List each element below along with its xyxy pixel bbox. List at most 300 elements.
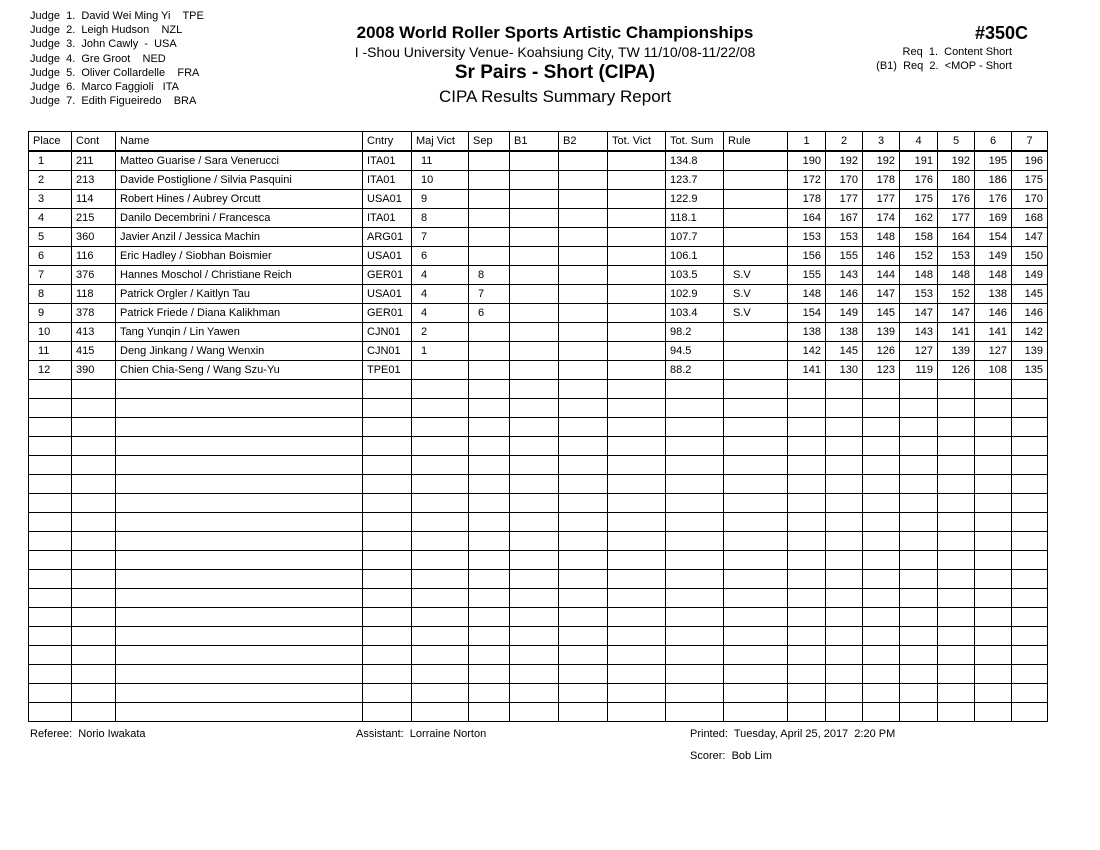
table-cell: 118.1 (666, 209, 724, 228)
table-cell: 195 (975, 151, 1012, 171)
table-cell (116, 646, 363, 665)
table-cell (412, 418, 469, 437)
table-cell: 415 (72, 342, 116, 361)
table-cell (116, 513, 363, 532)
table-cell: 138 (975, 285, 1012, 304)
table-cell (72, 551, 116, 570)
column-header: Sep (469, 132, 510, 152)
table-cell: Davide Postiglione / Silvia Pasquini (116, 171, 363, 190)
table-cell: 178 (863, 171, 900, 190)
table-cell: 139 (1012, 342, 1048, 361)
table-cell (1012, 684, 1048, 703)
table-cell: 6 (412, 247, 469, 266)
table-cell (724, 418, 788, 437)
table-cell (900, 475, 938, 494)
table-cell: 4 (412, 285, 469, 304)
table-cell: 376 (72, 266, 116, 285)
table-cell (363, 703, 412, 722)
table-cell (666, 437, 724, 456)
table-cell (900, 399, 938, 418)
table-cell (938, 399, 975, 418)
empty-row (29, 570, 1048, 589)
table-row (29, 323, 1048, 342)
table-cell (469, 646, 510, 665)
table-cell: 192 (863, 151, 900, 171)
table-cell (363, 665, 412, 684)
table-cell (938, 380, 975, 399)
table-cell (363, 589, 412, 608)
table-cell (863, 399, 900, 418)
judge-1: Judge 1. David Wei Ming Yi TPE (30, 10, 204, 22)
table-cell (938, 456, 975, 475)
table-cell (788, 456, 826, 475)
table-cell (608, 228, 666, 247)
table-cell (975, 494, 1012, 513)
table-cell (724, 475, 788, 494)
table-cell: 196 (1012, 151, 1048, 171)
table-cell (608, 304, 666, 323)
empty-row (29, 684, 1048, 703)
table-cell (608, 285, 666, 304)
table-cell (559, 513, 608, 532)
column-header: Cntry (363, 132, 412, 152)
table-cell (863, 513, 900, 532)
table-cell (863, 627, 900, 646)
table-cell: 192 (826, 151, 863, 171)
table-cell (363, 418, 412, 437)
table-cell (666, 570, 724, 589)
table-cell (412, 494, 469, 513)
table-cell: Danilo Decembrini / Francesca (116, 209, 363, 228)
table-cell (826, 380, 863, 399)
table-cell (724, 361, 788, 380)
table-cell (724, 190, 788, 209)
table-cell (900, 513, 938, 532)
referee: Referee: Norio Iwakata (30, 728, 146, 740)
table-cell (788, 437, 826, 456)
table-cell: 144 (863, 266, 900, 285)
table-cell (510, 285, 559, 304)
table-cell (826, 570, 863, 589)
table-cell (363, 475, 412, 494)
table-cell (469, 171, 510, 190)
table-cell (975, 589, 1012, 608)
table-cell (900, 570, 938, 589)
table-cell (900, 684, 938, 703)
table-cell (363, 456, 412, 475)
table-cell (510, 399, 559, 418)
table-cell (826, 532, 863, 551)
table-cell (116, 399, 363, 418)
table-cell (363, 646, 412, 665)
table-cell (1012, 551, 1048, 570)
table-cell (724, 646, 788, 665)
table-cell (608, 380, 666, 399)
table-cell (412, 513, 469, 532)
table-cell (666, 494, 724, 513)
table-cell (826, 665, 863, 684)
table-cell (938, 494, 975, 513)
req-2: (B1) Req 2. <MOP - Short (876, 60, 1012, 72)
table-cell: 6 (469, 304, 510, 323)
table-cell: 127 (975, 342, 1012, 361)
table-cell: 123 (863, 361, 900, 380)
table-cell (363, 627, 412, 646)
table-cell: 170 (1012, 190, 1048, 209)
table-cell (510, 570, 559, 589)
table-cell (724, 570, 788, 589)
table-cell (1012, 570, 1048, 589)
table-cell: 123.7 (666, 171, 724, 190)
table-cell (788, 418, 826, 437)
table-row (29, 151, 1048, 171)
table-cell (29, 570, 72, 589)
table-cell (510, 589, 559, 608)
table-cell (72, 684, 116, 703)
table-cell (469, 513, 510, 532)
table-cell (363, 570, 412, 589)
table-cell (72, 475, 116, 494)
table-cell (510, 551, 559, 570)
judge-7: Judge 7. Edith Figueiredo BRA (30, 95, 197, 108)
table-cell (826, 475, 863, 494)
table-cell (510, 209, 559, 228)
judge-2: Judge 2. Leigh Hudson NZL (30, 24, 183, 37)
table-cell (469, 475, 510, 494)
table-cell (469, 228, 510, 247)
table-cell: 177 (938, 209, 975, 228)
table-cell (863, 437, 900, 456)
table-cell (863, 551, 900, 570)
table-cell: 149 (975, 247, 1012, 266)
table-cell (116, 380, 363, 399)
table-cell (724, 437, 788, 456)
table-cell: 147 (1012, 228, 1048, 247)
table-cell (1012, 399, 1048, 418)
table-cell (559, 437, 608, 456)
table-cell (559, 456, 608, 475)
table-cell (724, 589, 788, 608)
table-cell: 213 (72, 171, 116, 190)
table-cell (72, 494, 116, 513)
table-cell: 148 (900, 266, 938, 285)
requirements (876, 45, 1012, 73)
table-cell (116, 494, 363, 513)
table-cell: 135 (1012, 361, 1048, 380)
table-cell: 146 (1012, 304, 1048, 323)
table-cell (938, 418, 975, 437)
column-header: 1 (788, 132, 826, 152)
table-cell: 170 (826, 171, 863, 190)
table-cell (510, 532, 559, 551)
column-header: Name (116, 132, 363, 152)
table-cell: 172 (788, 171, 826, 190)
table-cell (863, 532, 900, 551)
table-cell: 146 (975, 304, 1012, 323)
table-cell: ITA01 (363, 171, 412, 190)
table-cell: 143 (826, 266, 863, 285)
table-cell (938, 703, 975, 722)
table-cell (412, 684, 469, 703)
table-cell (1012, 646, 1048, 665)
table-cell: 139 (938, 342, 975, 361)
table-cell (469, 418, 510, 437)
table-cell: 174 (863, 209, 900, 228)
event-title: Sr Pairs - Short (CIPA) (454, 62, 656, 83)
table-cell: CJN01 (363, 323, 412, 342)
report-header (300, 22, 810, 108)
table-cell (510, 418, 559, 437)
table-cell (938, 437, 975, 456)
table-cell: Tang Yunqin / Lin Yawen (116, 323, 363, 342)
empty-row (29, 551, 1048, 570)
judges-list (30, 9, 204, 108)
table-cell (788, 494, 826, 513)
empty-row (29, 703, 1048, 722)
table-cell (938, 513, 975, 532)
table-cell (559, 266, 608, 285)
table-cell (72, 456, 116, 475)
table-cell (608, 608, 666, 627)
table-cell (724, 608, 788, 627)
table-cell: 215 (72, 209, 116, 228)
table-cell (469, 399, 510, 418)
table-cell: ARG01 (363, 228, 412, 247)
table-cell (863, 608, 900, 627)
table-cell (975, 665, 1012, 684)
table-cell (863, 494, 900, 513)
table-cell (510, 608, 559, 627)
table-cell (29, 513, 72, 532)
table-cell (826, 513, 863, 532)
table-cell (510, 475, 559, 494)
table-cell (72, 418, 116, 437)
table-cell (724, 494, 788, 513)
table-cell (72, 570, 116, 589)
table-cell: 176 (900, 171, 938, 190)
table-cell (788, 608, 826, 627)
table-cell (608, 665, 666, 684)
table-cell (938, 589, 975, 608)
table-cell (559, 247, 608, 266)
table-cell (510, 171, 559, 190)
table-cell (510, 304, 559, 323)
table-cell (412, 551, 469, 570)
table-cell: Javier Anzil / Jessica Machin (116, 228, 363, 247)
table-cell: 7 (469, 285, 510, 304)
table-cell (900, 589, 938, 608)
table-cell: 146 (863, 247, 900, 266)
empty-row (29, 532, 1048, 551)
table-cell (363, 608, 412, 627)
table-cell: 147 (863, 285, 900, 304)
table-cell (559, 665, 608, 684)
table-cell (29, 456, 72, 475)
table-cell (900, 532, 938, 551)
table-cell: 11 (412, 151, 469, 171)
table-cell (826, 418, 863, 437)
table-cell: 108 (975, 361, 1012, 380)
table-cell (608, 342, 666, 361)
table-cell: 10 (412, 171, 469, 190)
table-cell (608, 513, 666, 532)
table-cell: 8 (412, 209, 469, 228)
table-cell (559, 304, 608, 323)
table-cell (1012, 475, 1048, 494)
empty-row (29, 418, 1048, 437)
table-cell (608, 266, 666, 285)
table-cell (29, 646, 72, 665)
table-cell (469, 570, 510, 589)
table-cell: 153 (900, 285, 938, 304)
table-cell: 8 (29, 285, 72, 304)
table-cell (666, 513, 724, 532)
table-cell: 134.8 (666, 151, 724, 171)
table-cell (826, 703, 863, 722)
table-cell (863, 570, 900, 589)
empty-row (29, 513, 1048, 532)
table-cell (724, 627, 788, 646)
table-cell (363, 380, 412, 399)
venue-line: I -Shou University Venue- Koahsiung City, TW 11/10/08-11/22/08 (354, 44, 756, 60)
table-cell (608, 361, 666, 380)
column-header: 5 (938, 132, 975, 152)
table-cell (666, 627, 724, 646)
table-cell: Matteo Guarise / Sara Venerucci (116, 151, 363, 171)
printed-date: Printed: Tuesday, April 25, 2017 2:20 PM (690, 728, 896, 740)
table-cell (116, 570, 363, 589)
table-row (29, 342, 1048, 361)
table-cell (469, 627, 510, 646)
judge-4: Judge 4. Gre Groot NED (30, 52, 166, 65)
table-cell: 148 (975, 266, 1012, 285)
scorer: Scorer: Bob Lim (690, 750, 772, 762)
table-cell (975, 418, 1012, 437)
table-cell (900, 665, 938, 684)
table-cell: 10 (29, 323, 72, 342)
column-header: B1 (510, 132, 559, 152)
table-cell (510, 646, 559, 665)
table-cell (116, 703, 363, 722)
table-cell (510, 437, 559, 456)
table-row (29, 171, 1048, 190)
table-cell (559, 608, 608, 627)
table-cell (788, 646, 826, 665)
table-cell: 3 (29, 190, 72, 209)
table-cell (724, 151, 788, 171)
table-cell (412, 589, 469, 608)
table-cell (975, 399, 1012, 418)
table-cell (724, 380, 788, 399)
table-cell: ITA01 (363, 151, 412, 171)
table-cell (863, 646, 900, 665)
table-cell (469, 665, 510, 684)
column-header: Tot. Vict (608, 132, 666, 152)
table-cell (469, 247, 510, 266)
table-cell (469, 684, 510, 703)
table-cell: 176 (975, 190, 1012, 209)
table-cell: GER01 (363, 266, 412, 285)
table-cell (938, 551, 975, 570)
table-row (29, 304, 1048, 323)
table-cell: 175 (1012, 171, 1048, 190)
table-cell: 413 (72, 323, 116, 342)
table-cell (469, 494, 510, 513)
table-cell (863, 418, 900, 437)
table-cell: 147 (938, 304, 975, 323)
table-cell (412, 399, 469, 418)
table-cell (1012, 418, 1048, 437)
table-cell (975, 551, 1012, 570)
table-cell: 103.5 (666, 266, 724, 285)
table-cell: 141 (788, 361, 826, 380)
table-cell: S.V (724, 266, 788, 285)
table-cell (363, 532, 412, 551)
table-cell (1012, 703, 1048, 722)
table-cell (1012, 456, 1048, 475)
table-cell: 141 (938, 323, 975, 342)
table-cell (666, 418, 724, 437)
table-cell: 5 (29, 228, 72, 247)
table-cell (724, 209, 788, 228)
table-cell: 175 (900, 190, 938, 209)
table-cell: 153 (788, 228, 826, 247)
table-cell (116, 551, 363, 570)
table-cell (900, 494, 938, 513)
table-cell (1012, 589, 1048, 608)
table-cell (412, 646, 469, 665)
table-cell (1012, 665, 1048, 684)
table-row (29, 361, 1048, 380)
table-cell (788, 589, 826, 608)
table-cell (559, 151, 608, 171)
table-cell (938, 665, 975, 684)
table-cell (975, 456, 1012, 475)
table-cell (559, 361, 608, 380)
table-cell (510, 513, 559, 532)
table-cell (363, 399, 412, 418)
table-cell: 190 (788, 151, 826, 171)
table-cell (826, 551, 863, 570)
table-cell (469, 209, 510, 228)
table-cell (608, 703, 666, 722)
table-cell (510, 665, 559, 684)
table-cell (412, 361, 469, 380)
table-cell (608, 151, 666, 171)
table-cell (826, 684, 863, 703)
table-cell: 1 (29, 151, 72, 171)
req-1: Req 1. Content Short (902, 46, 1012, 58)
table-cell (788, 684, 826, 703)
table-cell (788, 627, 826, 646)
table-cell (116, 684, 363, 703)
table-cell: 12 (29, 361, 72, 380)
table-cell (863, 684, 900, 703)
column-header: 4 (900, 132, 938, 152)
table-cell (826, 608, 863, 627)
championship-title: 2008 World Roller Sports Artistic Championships (356, 23, 754, 42)
table-cell (788, 513, 826, 532)
table-cell (938, 475, 975, 494)
table-cell (788, 570, 826, 589)
table-cell (510, 247, 559, 266)
table-cell (608, 323, 666, 342)
table-cell (826, 456, 863, 475)
table-row (29, 209, 1048, 228)
table-cell (510, 456, 559, 475)
table-cell (559, 703, 608, 722)
table-cell (412, 475, 469, 494)
